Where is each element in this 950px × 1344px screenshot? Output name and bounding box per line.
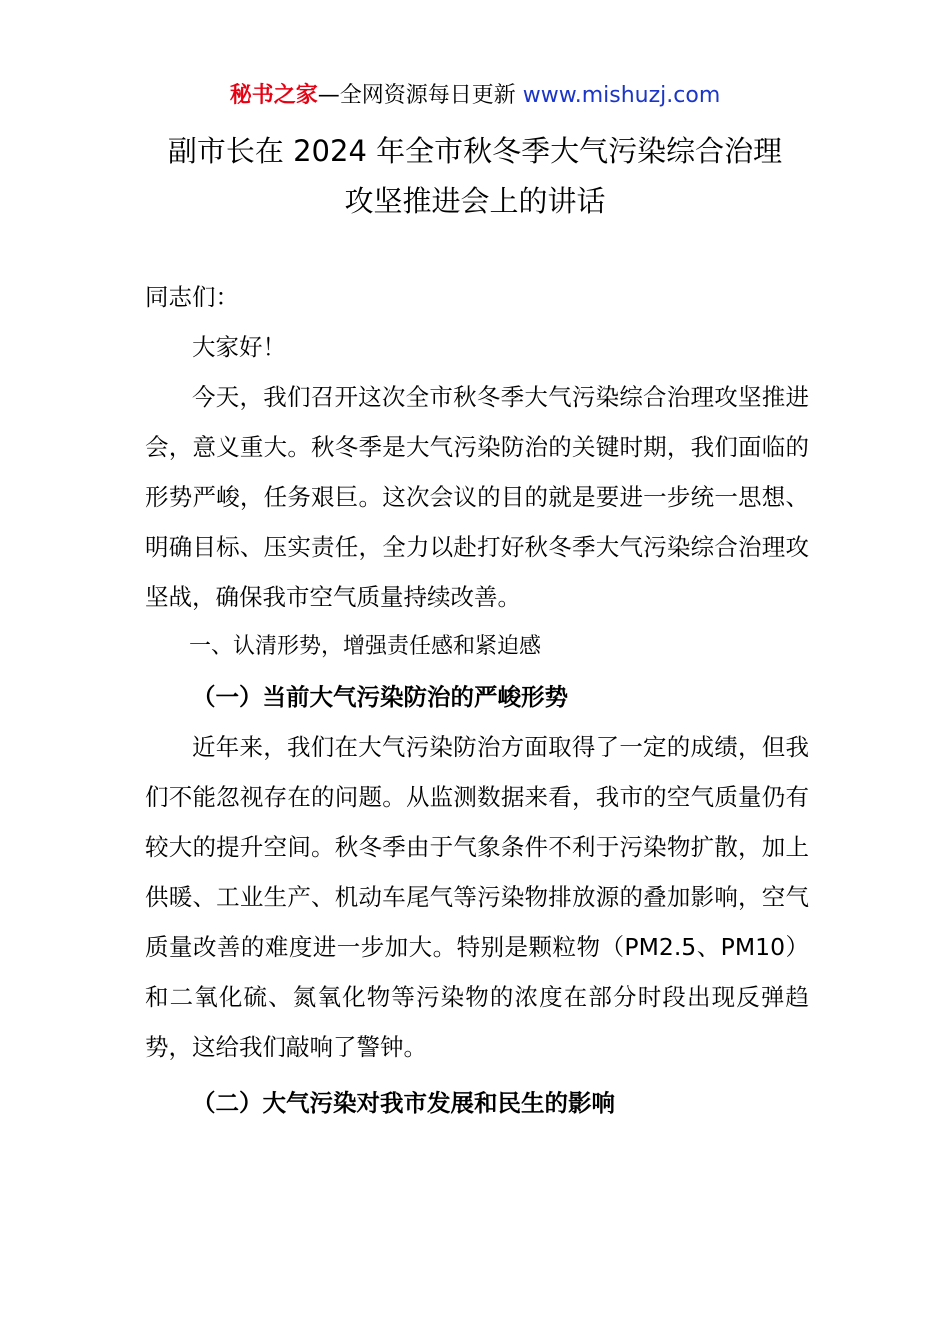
subsection-heading-1: （一）当前大气污染防治的严峻形势 [192,683,568,711]
title-line-1: 副市长在 2024 年全市秋冬季大气污染综合治理 [167,134,783,168]
salutation: 同志们： [145,283,239,311]
greeting: 大家好！ [192,333,286,361]
site-tagline: —全网资源每日更新 [317,83,516,108]
title-line-2: 攻坚推进会上的讲话 [344,184,606,218]
document-title [0,126,950,226]
document-body [145,272,809,1128]
site-url[interactable]: www.mishuzj.com [522,83,721,108]
section-heading-1: 一、认清形势，增强责任感和紧迫感 [189,634,542,659]
site-header [0,80,950,112]
subsection-heading-2: （二）大气污染对我市发展和民生的影响 [192,1089,615,1117]
intro-paragraph: 今天，我们召开这次全市秋冬季大气污染综合治理攻坚推进会，意义重大。秋冬季是大气污染防治的关键时期，我们面临的形势严峻，任务艰巨。这次会议的目的就是要进一步统一思想、明确目标、压实责任，全力以赴打好秋冬季大气污染综合治理攻坚战，确保我市空气质量持续改善。 [145,383,809,611]
site-brand: 秘书之家 [229,83,318,108]
body-paragraph-1: 近年来，我们在大气污染防治方面取得了一定的成绩，但我们不能忽视存在的问题。从监测数据来看，我市的空气质量仍有较大的提升空间。秋冬季由于气象条件不利于污染物扩散，加上供暖、工业生产、机动车尾气等污染物排放源的叠加影响，空气质量改善的难度进一步加大。特别是颗粒物（PM2.5、PM10）和二氧化硫、氮氧化物等污染物的浓度在部分时段出现反弹趋势，这给我们敲响了警钟。 [145,733,809,1061]
